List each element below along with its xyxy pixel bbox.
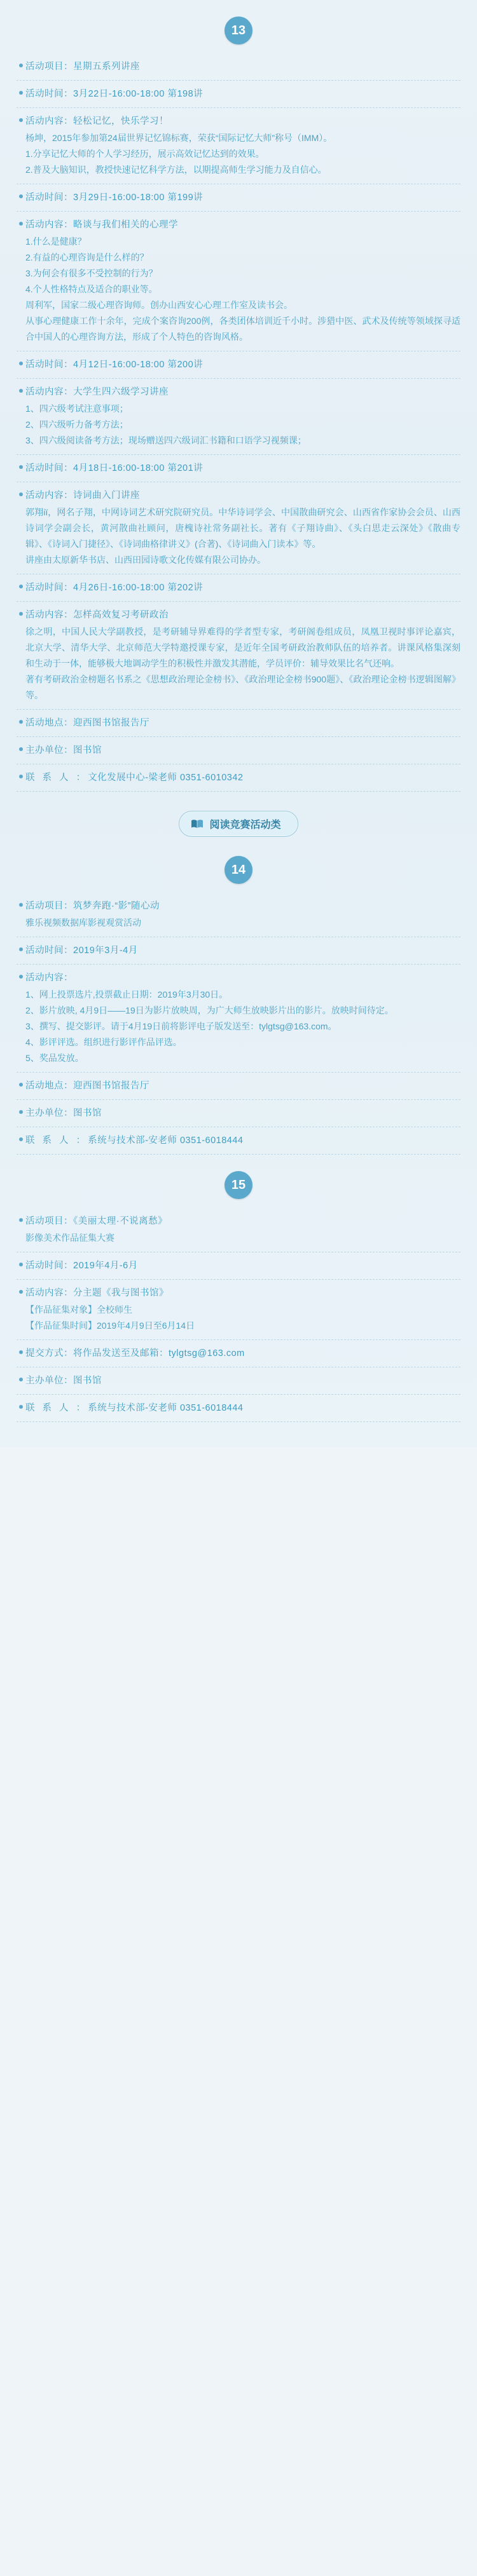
list-item (17, 1127, 460, 1155)
field-value: 系统与技术部-安老师 0351-6018444 (88, 1403, 244, 1413)
paragraph: 2.有益的心理咨询是什么样的？ (25, 252, 149, 262)
bullet-icon (17, 970, 25, 979)
field-label: 活动时间： (25, 1261, 73, 1271)
paragraph: 1、四六级考试注意事项； (25, 403, 128, 414)
list-item (17, 937, 460, 965)
activity-entry-13 (0, 53, 477, 792)
bullet-icon (17, 59, 25, 67)
field-value: 略谈与我们相关的心理学 (73, 220, 178, 230)
category-header (179, 811, 298, 837)
list-item (17, 893, 460, 937)
field-label: 活动内容： (25, 387, 73, 397)
paragraph: 著有考研政治金榜题名书系之《思想政治理论金榜书》、《政治理论金榜书900题》、《政治理论金榜书逻辑图解》等。 (25, 674, 460, 700)
section-number-badge: 15 (225, 1171, 252, 1199)
field-label: 活动内容： (25, 491, 73, 501)
list-item (17, 710, 460, 737)
field-label: 联 系 人 ： (25, 1135, 88, 1146)
bullet-icon (17, 190, 25, 198)
paragraph-group (25, 130, 460, 178)
section-badge-wrap (0, 0, 477, 53)
list-item (17, 1340, 460, 1367)
field-label: 活动时间： (25, 946, 73, 956)
field-label: 活动内容： (25, 610, 73, 620)
paragraph: 周利军，国家二级心理咨询师。创办山西安心心理工作室及读书会。 (25, 300, 293, 310)
list-item (17, 1208, 460, 1252)
bullet-icon (17, 1400, 25, 1409)
paragraph: 影像美术作品征集大赛 (25, 1233, 114, 1243)
field-value: 迎西图书馆报告厅 (73, 718, 149, 728)
field-value: 轻松记忆，快乐学习！ (73, 116, 169, 126)
paragraph: 2、影片放映, 4月9日——19日为影片放映周，为广大师生放映影片出的影片。放映时间待定。 (25, 1005, 394, 1015)
list-item (17, 455, 460, 482)
bullet-icon (17, 114, 25, 122)
bullet-icon (17, 580, 25, 588)
field-label: 活动时间： (25, 360, 73, 370)
field-value: 筑梦奔跑·“影”随心动 (73, 901, 160, 911)
field-value: 诗词曲入门讲座 (73, 491, 140, 501)
field-value: 分主题《我与图书馆》 (73, 1288, 169, 1298)
bullet-icon (17, 715, 25, 724)
field-value: 《美丽太理·不说离愁》 (73, 1216, 168, 1226)
field-label: 活动内容： (25, 1288, 73, 1298)
field-label: 主办单位： (25, 1108, 73, 1118)
list-item (17, 184, 460, 212)
paragraph: 1.什么是健康？ (25, 236, 86, 247)
paragraph: 1、网上投票选片,投票截止日期：2019年3月30日。 (25, 989, 228, 1000)
bullet-icon (17, 1285, 25, 1294)
field-label: 活动项目： (25, 1216, 73, 1226)
activity-entry-14 (0, 893, 477, 1155)
list-item (17, 764, 460, 792)
field-value: 4月26日-16:00-18:00 第202讲 (73, 583, 204, 593)
section-badge-wrap (0, 839, 477, 893)
field-value: 图书馆 (73, 1108, 102, 1118)
paragraph: 2、四六级听力备考方法； (25, 419, 128, 430)
paragraph: 3、撰写、提交影评。请于4月19日前将影评电子版发送至：tylgtsg@163.com。 (25, 1021, 337, 1031)
field-label: 主办单位： (25, 745, 73, 756)
field-label: 活动时间： (25, 193, 73, 203)
field-label: 联 系 人 ： (25, 773, 88, 783)
paragraph: 4、影评评选。组织进行影评作品评选。 (25, 1037, 182, 1047)
list-item (17, 482, 460, 574)
list-item (17, 1395, 460, 1422)
field-value: 迎西图书馆报告厅 (73, 1081, 149, 1091)
paragraph: 讲座由太原新华书店、山西田园诗歌文化传媒有限公司协办。 (25, 555, 266, 565)
paragraph: 【作品征集对象】全校师生 (25, 1305, 132, 1315)
paragraph: 5、奖品发放。 (25, 1053, 84, 1063)
field-value: 图书馆 (73, 745, 102, 756)
bullet-icon (17, 770, 25, 778)
field-label: 提交方式： (25, 1348, 73, 1359)
bullet-icon (17, 607, 25, 616)
field-label: 活动时间： (25, 463, 73, 473)
field-value: 2019年3月-4月 (73, 946, 138, 956)
field-label: 活动时间： (25, 583, 73, 593)
paragraph: 【作品征集时间】2019年4月9日至6月14日 (25, 1320, 195, 1331)
list-item (17, 602, 460, 710)
paragraph: 徐之明，中国人民大学副教授，是考研辅导界难得的学者型专家，考研阁卷组成员，凤凰卫视时事评论嘉宾，北京大学、清华大学、北京师范大学特邀授课专家，是近年全国考研政治教师队伍的培养者。讲课风格集深刻和生动于一体，能够极大地调动学生的积极性并激发其潜能，学员评价：辅导效果比名气还响。 (25, 627, 460, 668)
list-item (17, 351, 460, 379)
list-item (17, 81, 460, 108)
bullet-icon (17, 943, 25, 951)
list-item (17, 1280, 460, 1340)
paragraph-group (25, 401, 460, 449)
bullet-icon (17, 384, 25, 393)
field-label: 活动项目： (25, 62, 73, 72)
field-value: 系统与技术部-安老师 0351-6018444 (88, 1135, 244, 1146)
bullet-icon (17, 1078, 25, 1087)
paragraph-group (25, 1302, 460, 1334)
list-item (17, 1073, 460, 1100)
bullet-icon (17, 461, 25, 469)
activity-entry-15 (0, 1208, 477, 1422)
section-number-badge: 14 (225, 856, 252, 884)
field-label: 联 系 人 ： (25, 1403, 88, 1413)
bullet-icon (17, 1133, 25, 1141)
bullet-icon (17, 1373, 25, 1381)
book-icon (191, 819, 204, 829)
paragraph-group (25, 505, 460, 568)
paragraph-group (25, 987, 460, 1066)
list-item (17, 53, 460, 81)
bullet-icon (17, 1214, 25, 1222)
field-label: 主办单位： (25, 1376, 73, 1386)
paragraph: 雅乐视频数据库影视观赏活动 (25, 918, 141, 928)
field-label: 活动内容： (25, 973, 73, 983)
section-number-badge: 13 (225, 17, 252, 44)
paragraph: 1.分享记忆大师的个人学习经历，展示高效记忆达到的效果。 (25, 149, 265, 159)
paragraph-group (25, 915, 460, 931)
field-value: 4月18日-16:00-18:00 第201讲 (73, 463, 204, 473)
section-badge-wrap (0, 1155, 477, 1208)
category-header-wrap (0, 792, 477, 839)
list-item (17, 737, 460, 764)
field-value: 大学生四六级学习讲座 (73, 387, 169, 397)
field-value: 4月12日-16:00-18:00 第200讲 (73, 360, 204, 370)
bullet-icon (17, 488, 25, 496)
bullet-icon (17, 86, 25, 95)
list-item (17, 965, 460, 1073)
paragraph: 从事心理健康工作十余年，完成个案咨询200例，各类团体培训近千小时。涉猎中医、武术及传统等领域探寻适合中国人的心理咨询方法，形成了个人特色的咨询风格。 (25, 316, 460, 342)
field-label: 活动内容： (25, 220, 73, 230)
paragraph-group (25, 624, 460, 703)
bullet-icon (17, 1346, 25, 1354)
field-value: 3月22日-16:00-18:00 第198讲 (73, 89, 204, 99)
field-label: 活动项目： (25, 901, 73, 911)
list-item (17, 212, 460, 351)
category-title: 阅读竞赛活动类 (209, 820, 281, 830)
paragraph: 杨坤，2015年参加第24届世界记忆锦标赛，荣获“国际记忆大师”称号（IMM）。 (25, 133, 333, 143)
bullet-icon (17, 743, 25, 751)
field-value: 将作品发送至及邮箱：tylgtsg@163.com (73, 1348, 245, 1359)
paragraph-group (25, 234, 460, 345)
field-value: 怎样高效复习考研政治 (73, 610, 169, 620)
field-label: 活动地点： (25, 1081, 73, 1091)
list-item (17, 379, 460, 455)
paragraph: 3.为何会有很多不受控制的行为？ (25, 268, 158, 278)
bullet-icon (17, 1258, 25, 1266)
list-item (17, 1100, 460, 1127)
field-value: 星期五系列讲座 (73, 62, 140, 72)
list-item (17, 1367, 460, 1395)
field-value: 2019年4月-6月 (73, 1261, 138, 1271)
field-label: 活动时间： (25, 89, 73, 99)
field-value: 文化发展中心-梁老师 0351-6010342 (88, 773, 244, 783)
paragraph: 3、四六级阅读备考方法；现场赠送四六级词汇书籍和口语学习视频课； (25, 435, 307, 445)
field-value: 3月29日-16:00-18:00 第199讲 (73, 193, 204, 203)
field-label: 活动内容： (25, 116, 73, 126)
paragraph: 2.普及大脑知识，教授快速记忆科学方法，以期提高师生学习能力及自信心。 (25, 165, 327, 175)
bullet-icon (17, 1106, 25, 1114)
list-item (17, 574, 460, 602)
bullet-icon (17, 898, 25, 907)
paragraph-group (25, 1230, 460, 1246)
field-label: 活动地点： (25, 718, 73, 728)
list-item (17, 1252, 460, 1280)
paragraph: 郭翔ії，网名子翔，中网诗词艺术研究院研究员。中华诗词学会、中国散曲研究会、山西省作家协会会员、山西诗词学会副会长，黄河散曲社顾问，唐槐诗社常务副社长。著有《子翔诗曲》、《头白思走云深处》《散曲专辑》、《诗词入门捷径》、《诗词曲格律讲义》(合著)、《诗词曲入门读本》等。 (25, 507, 460, 549)
field-value: 图书馆 (73, 1376, 102, 1386)
bullet-icon (17, 217, 25, 226)
paragraph: 4.个人性格特点及适合的职业等。 (25, 284, 158, 294)
list-item (17, 108, 460, 184)
bullet-icon (17, 357, 25, 365)
